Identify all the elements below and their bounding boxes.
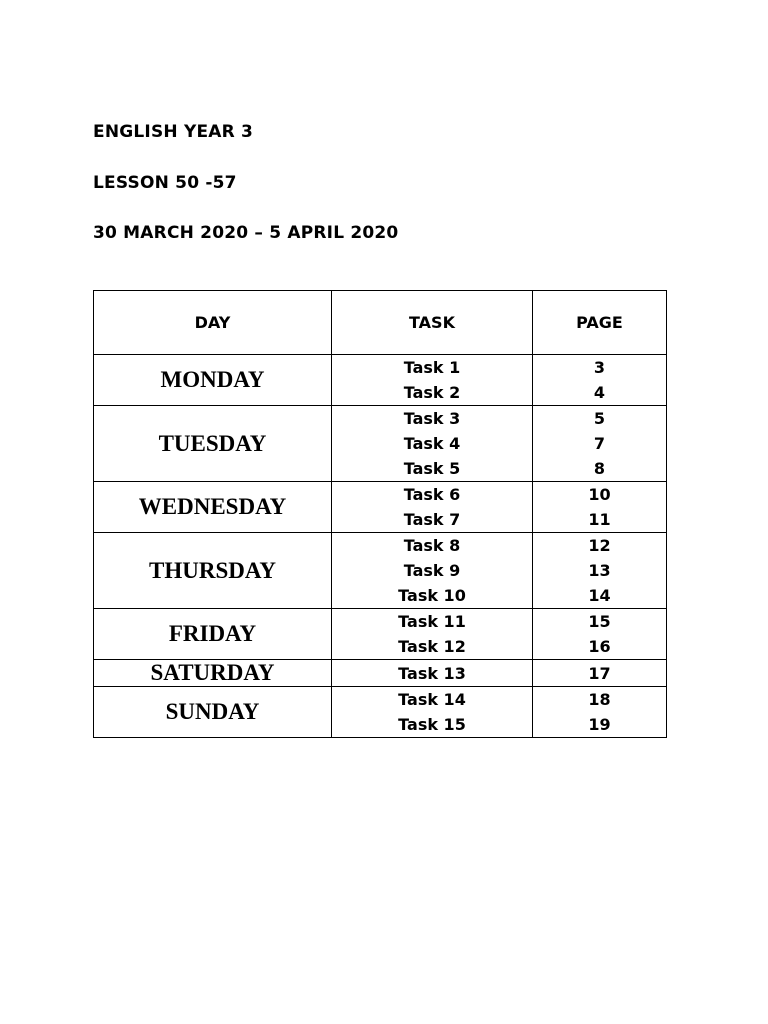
page-number: 16 — [588, 637, 611, 656]
task-label: Task 9 — [403, 561, 461, 580]
page-number: 10 — [588, 485, 611, 504]
task-label: Task 4 — [403, 434, 461, 453]
task-label: Task 10 — [398, 586, 466, 605]
document-title: ENGLISH YEAR 3 — [93, 122, 254, 142]
page-number: 11 — [588, 510, 611, 529]
task-label: Task 7 — [403, 510, 461, 529]
tasks-cell — [332, 355, 533, 406]
tasks-cell — [332, 609, 533, 660]
pages-cell — [533, 406, 667, 482]
pages-cell — [533, 660, 667, 687]
schedule-table — [93, 290, 667, 738]
task-label: Task 15 — [398, 715, 466, 734]
table-row — [94, 482, 667, 533]
day-cell: SATURDAY — [94, 660, 332, 687]
day-cell: WEDNESDAY — [94, 482, 332, 533]
page-number: 18 — [588, 690, 611, 709]
task-label: Task 5 — [403, 459, 461, 478]
task-label: Task 11 — [398, 612, 466, 631]
table-row — [94, 687, 667, 738]
task-label: Task 12 — [398, 637, 466, 656]
tasks-cell — [332, 660, 533, 687]
page-number: 7 — [593, 434, 606, 453]
task-label: Task 6 — [403, 485, 461, 504]
pages-cell — [533, 609, 667, 660]
pages-cell — [533, 482, 667, 533]
page-number: 5 — [593, 409, 606, 428]
task-label: Task 8 — [403, 536, 461, 555]
page-number: 12 — [588, 536, 611, 555]
table-row — [94, 533, 667, 609]
tasks-cell — [332, 482, 533, 533]
page-number: 17 — [588, 663, 611, 683]
table-row — [94, 660, 667, 687]
task-label: Task 2 — [403, 383, 461, 402]
page-number: 15 — [588, 612, 611, 631]
table-row — [94, 355, 667, 406]
day-cell: MONDAY — [94, 355, 332, 406]
pages-cell — [533, 533, 667, 609]
day-cell: SUNDAY — [94, 687, 332, 738]
pages-cell — [533, 355, 667, 406]
tasks-cell — [332, 533, 533, 609]
column-header-day: DAY — [94, 291, 332, 355]
pages-cell — [533, 687, 667, 738]
column-header-task: TASK — [332, 291, 533, 355]
table-row — [94, 609, 667, 660]
task-label: Task 1 — [403, 358, 461, 377]
tasks-cell — [332, 406, 533, 482]
date-range: 30 MARCH 2020 – 5 APRIL 2020 — [93, 223, 399, 243]
page-number: 13 — [588, 561, 611, 580]
page-number: 19 — [588, 715, 611, 734]
page-number: 4 — [593, 383, 606, 402]
schedule-body — [94, 355, 667, 738]
lesson-range: LESSON 50 -57 — [93, 173, 237, 193]
task-label: Task 14 — [398, 690, 466, 709]
page-number: 3 — [593, 358, 606, 377]
task-label: Task 13 — [398, 663, 466, 683]
tasks-cell — [332, 687, 533, 738]
table-row — [94, 406, 667, 482]
page-number: 14 — [588, 586, 611, 605]
task-label: Task 3 — [403, 409, 461, 428]
day-cell: TUESDAY — [94, 406, 332, 482]
page-number: 8 — [593, 459, 606, 478]
column-header-page: PAGE — [533, 291, 667, 355]
header-row — [94, 291, 667, 355]
day-cell: FRIDAY — [94, 609, 332, 660]
day-cell: THURSDAY — [94, 533, 332, 609]
